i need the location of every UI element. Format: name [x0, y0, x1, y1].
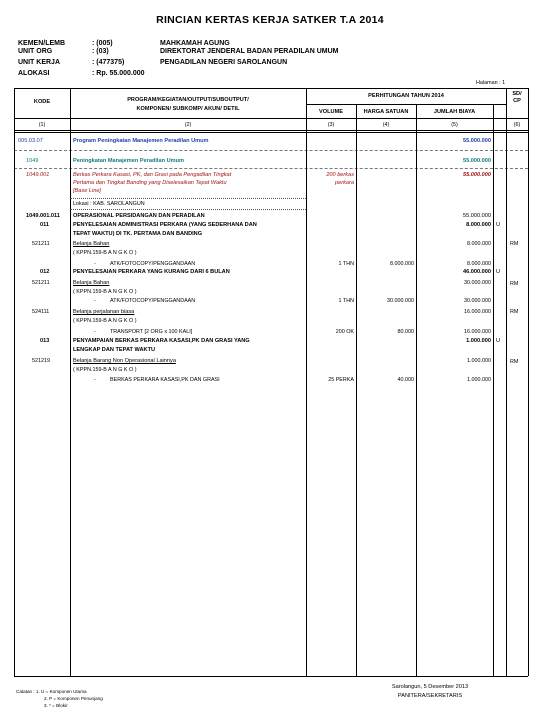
- col-num-6: (6): [513, 122, 521, 128]
- suboutput-code: 1049.001.011: [26, 213, 60, 219]
- akun-3-kppn: ( KPPN.159-B A N G K O ): [73, 318, 137, 324]
- info-label-unit-kerja: UNIT KERJA: [18, 59, 61, 66]
- output-volume-line1: 200 berkas: [326, 172, 354, 178]
- info-code-unit-org: : (03): [92, 48, 109, 55]
- col-num-4: (4): [382, 122, 390, 128]
- output-volume-line2: perkara: [335, 180, 354, 186]
- akun-1-amount: 8.000.000: [467, 241, 491, 247]
- kegiatan-desc: Peningkatan Manajemen Peradilan Umum: [73, 158, 184, 164]
- detail-4-amount: 1.000.000: [467, 377, 491, 383]
- output-code: 1049.001: [26, 172, 50, 178]
- detail-1-harga: 8.000.000: [390, 261, 414, 267]
- program-desc: Program Peningkatan Manajemen Peradilan Umum: [73, 138, 209, 144]
- detail-3-harga: 80.000: [397, 329, 414, 335]
- kegiatan-amount: 55.000.000: [463, 158, 491, 164]
- detail-4-dash: -: [94, 377, 96, 383]
- akun-2-amount: 30.000.000: [464, 280, 491, 286]
- detail-3-amount: 16.000.000: [464, 329, 491, 335]
- output-desc-line2: Pertama dan Tingkat Banding yang Diselesaikan Tepat Waktu: [73, 180, 227, 186]
- detail-2-dash: -: [94, 298, 96, 304]
- info-value-kemen: MAHKAMAH AGUNG: [160, 40, 230, 47]
- detail-3-volume: 200 OK: [335, 329, 354, 335]
- col-num-5: (5): [451, 122, 458, 128]
- komponen-013-code: 013: [40, 338, 50, 344]
- footer-note-2: 2. P = Komponen Penunjang: [44, 696, 103, 701]
- detail-4-desc: BERKAS PERKARA KASASI,PK DAN GRASI: [110, 377, 220, 383]
- komponen-012-code: 012: [40, 269, 50, 275]
- info-code-unit-kerja: : (477375): [92, 59, 125, 66]
- info-value-unit-kerja: PENGADILAN NEGERI SAROLANGUN: [160, 59, 288, 66]
- col-program-line1: PROGRAM/KEGIATAN/OUTPUT/SUBOUTPUT/: [127, 97, 249, 103]
- program-amount: 55.000.000: [463, 138, 491, 144]
- footer-note-3: 3. * = Blokir: [44, 703, 68, 708]
- detail-2-harga: 30.000.000: [387, 298, 414, 304]
- output-desc-line3: [Base Line]: [73, 188, 101, 194]
- komponen-011-desc-line2: TEPAT WAKTU) DI TK. PERTAMA DAN BANDING: [73, 231, 203, 237]
- suboutput-amount: 55.000.000: [463, 213, 491, 219]
- col-kode: KODE: [33, 99, 51, 105]
- col-jumlah: JUMLAH BIAYA: [433, 109, 476, 115]
- detail-1-amount: 8.000.000: [467, 261, 491, 267]
- output-desc-line1: Berkas Perkara Kasasi, PK, dan Grasi pada Pengadilan Tingkat: [73, 172, 232, 178]
- akun-4-amount: 1.000.000: [467, 358, 491, 364]
- komponen-011-code: 011: [40, 222, 50, 228]
- col-program-line2: KOMPONEN/ SUBKOMP/ AKUN/ DETIL: [136, 106, 240, 112]
- footer-place-date: Sarolangun, 5 Desember 2013: [391, 684, 469, 690]
- detail-3-dash: -: [94, 329, 96, 335]
- col-harga: HARGA SATUAN: [363, 109, 409, 115]
- info-label-alokasi: ALOKASI: [18, 70, 50, 77]
- akun-1-desc: Belanja Bahan: [73, 241, 110, 247]
- akun-2-desc: Belanja Bahan: [73, 280, 110, 286]
- detail-3-desc: TRANSPORT [2 ORG x 100 KALI]: [110, 329, 193, 335]
- detail-2-amount: 30.000.000: [464, 298, 491, 304]
- detail-2-desc: ATK/FOTOCOPY/PENGGANDAAN: [110, 298, 196, 304]
- akun-2-code: 521211: [32, 280, 50, 286]
- akun-3-sd: RM: [510, 309, 519, 315]
- detail-1-dash: -: [94, 261, 96, 267]
- info-value-alokasi: : Rp. 55.000.000: [92, 70, 145, 77]
- komponen-011-sd: U: [496, 222, 501, 228]
- komponen-012-desc: PENYELESAIAN PERKARA YANG KURANG DARI 6 BULAN: [73, 269, 230, 275]
- komponen-012-amount: 46.000.000: [463, 269, 491, 275]
- info-label-kemen: KEMEN/LEMB: [18, 40, 66, 47]
- document-title: RINCIAN KERTAS KERJA SATKER T.A 2014: [156, 14, 384, 26]
- info-code-kemen: : (005): [92, 40, 113, 47]
- info-value-unit-org: DIREKTORAT JENDERAL BADAN PERADILAN UMUM: [160, 48, 339, 55]
- col-num-2: (2): [184, 122, 192, 128]
- col-sdcp-line1: SD/: [512, 91, 522, 97]
- akun-4-desc: Belanja Barang Non Operasional Lainnya: [73, 358, 176, 364]
- detail-1-volume: 1 THN: [338, 261, 354, 267]
- col-sdcp-line2: CP: [513, 98, 521, 104]
- col-num-3: (3): [327, 122, 335, 128]
- col-volume: VOLUME: [319, 109, 343, 115]
- output-amount: 55.000.000: [463, 172, 491, 178]
- akun-4-sd: RM: [510, 359, 519, 365]
- akun-1-sd: RM: [510, 241, 519, 247]
- detail-4-harga: 40.000: [397, 377, 414, 383]
- akun-3-amount: 16.000.000: [464, 309, 491, 315]
- akun-3-desc: Belanja perjalanan biasa: [73, 309, 135, 315]
- akun-3-code: 524111: [32, 309, 50, 315]
- footer-role: PANITERA/SEKRETARIS: [397, 693, 463, 699]
- komponen-011-desc-line1: PENYELESAIAN ADMINISTRASI PERKARA (YANG SEDERHANA DAN: [73, 222, 257, 228]
- footer-catatan: Catatan : 1. U = Komponen Utama: [16, 689, 87, 694]
- page-number: Halaman : 1: [476, 80, 506, 86]
- komponen-012-sd: U: [496, 269, 501, 275]
- detail-1-desc: ATK/FOTOCOPY/PENGGANDAAN: [110, 261, 196, 267]
- komponen-013-sd: U: [496, 338, 501, 344]
- akun-4-code: 521219: [32, 358, 50, 364]
- suboutput-desc: OPERASIONAL PERSIDANGAN DAN PERADILAN: [73, 213, 205, 219]
- akun-1-code: 521211: [32, 241, 50, 247]
- program-code: 005.03.07: [18, 138, 43, 144]
- detail-2-volume: 1 THN: [338, 298, 354, 304]
- akun-2-sd: RM: [510, 281, 519, 287]
- kegiatan-code: 1049: [26, 158, 39, 164]
- komponen-013-amount: 1.000.000: [466, 338, 491, 344]
- col-num-1: (1): [38, 122, 46, 128]
- akun-2-kppn: ( KPPN.159-B A N G K O ): [73, 289, 137, 295]
- detail-4-volume: 25 PERKA: [328, 377, 354, 383]
- lokasi: Lokasi : KAB. SAROLANGUN: [73, 201, 145, 207]
- akun-1-kppn: ( KPPN.159-B A N G K O ): [73, 250, 137, 256]
- komponen-013-desc-line2: LENGKAP DAN TEPAT WAKTU: [73, 347, 156, 353]
- akun-4-kppn: ( KPPN.159-B A N G K O ): [73, 367, 137, 373]
- col-perhitungan: PERHITUNGAN TAHUN 2014: [368, 93, 444, 99]
- info-label-unit-org: UNIT ORG: [18, 48, 53, 55]
- komponen-013-desc-line1: PENYAMPAIAN BERKAS PERKARA KASASI,PK DAN GRASI YANG: [73, 338, 250, 344]
- komponen-011-amount: 8.000.000: [466, 222, 491, 228]
